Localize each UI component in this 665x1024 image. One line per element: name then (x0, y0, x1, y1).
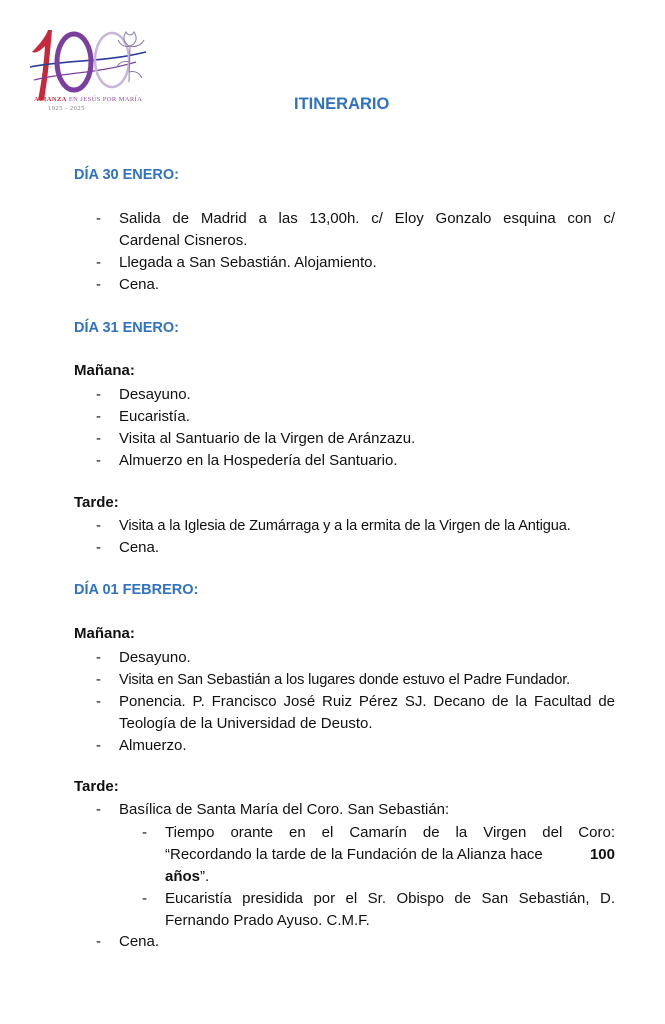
day-2-morning-item-1: Desayuno. (119, 386, 191, 403)
quote-close: ”. (200, 868, 210, 885)
day-2-afternoon-item-1: Visita a la Iglesia de Zumárraga y a la ermita de la Virgen de la Antigua. (119, 518, 571, 534)
day-3-sub-item-1-end (165, 866, 209, 888)
bullet-dash: - (96, 933, 101, 950)
bullet-dash: - (96, 671, 101, 688)
bullet-dash: - (142, 890, 147, 907)
day-3-sub-item-1: Tiempo orante en el Camarín de la Virgen del Coro: (165, 824, 615, 841)
bullet-dash: - (96, 254, 101, 271)
logo-caption-alianza (34, 96, 142, 103)
day-3-morning-item-2: Visita en San Sebastián a los lugares donde estuvo el Padre Fundador. (119, 672, 571, 688)
bullet-dash: - (96, 276, 101, 293)
bullet-dash: - (96, 408, 101, 425)
bullet-dash: - (96, 649, 101, 666)
logo-caption-subtitle: EN JESÚS POR MARÍA (68, 96, 143, 103)
page-title: ITINERARIO (294, 95, 390, 113)
day-3-sub-item-2-cont: Fernando Prado Ayuso. C.M.F. (165, 912, 370, 929)
quote-years: años (165, 868, 201, 885)
bullet-dash: - (96, 801, 101, 818)
day-1-heading: DÍA 30 ENERO: (74, 167, 180, 183)
day-2-morning-item-3: Visita al Santuario de la Virgen de Aránzazu. (119, 430, 416, 447)
day-3-morning-item-3: Ponencia. P. Francisco José Ruiz Pérez SJ. Decano de la Facultad de (119, 693, 615, 710)
day-2-morning-label: Mañana: (74, 362, 135, 379)
bullet-dash: - (96, 430, 101, 447)
day-1-item-1: Salida de Madrid a las 13,00h. c/ Eloy Gonzalo esquina con c/ (119, 210, 615, 227)
day-3-heading: DÍA 01 FEBRERO: (74, 582, 199, 598)
day-3-sub-item-2: Eucaristía presidida por el Sr. Obispo de San Sebastián, D. (165, 890, 615, 907)
bullet-dash: - (96, 386, 101, 403)
logo-graphic (26, 22, 166, 124)
day-3-morning-item-3-cont: Teología de la Universidad de Deusto. (119, 715, 373, 732)
logo-caption-alianza-word: ALIANZA (34, 96, 67, 103)
bullet-dash: - (96, 737, 101, 754)
day-2-afternoon-label: Tarde: (74, 494, 119, 511)
bullet-dash: - (96, 693, 101, 710)
day-3-morning-item-4: Almuerzo. (119, 737, 187, 754)
day-2-morning-item-4: Almuerzo en la Hospedería del Santuario. (119, 452, 398, 469)
day-3-basilica-item: Basílica de Santa María del Coro. San Sebastián: (119, 801, 450, 818)
bullet-dash: - (96, 452, 101, 469)
day-1-item-3: Cena. (119, 276, 160, 293)
day-3-final-item: Cena. (119, 933, 160, 950)
day-3-morning-item-1: Desayuno. (119, 649, 191, 666)
anniversary-logo (26, 22, 166, 124)
day-3-afternoon-label: Tarde: (74, 778, 119, 795)
quote-hundred: 100 (589, 846, 615, 863)
day-3-morning-label: Mañana: (74, 625, 135, 642)
logo-caption-years: 1925 - 2025 (48, 105, 85, 112)
day-2-morning-item-2: Eucaristía. (119, 408, 190, 425)
quote-text: “Recordando la tarde de la Fundación de la Alianza hace (165, 846, 543, 863)
bullet-dash: - (96, 539, 101, 556)
bullet-dash: - (96, 210, 101, 227)
day-1-item-2: Llegada a San Sebastián. Alojamiento. (119, 254, 377, 271)
bullet-dash: - (96, 517, 101, 534)
day-2-heading: DÍA 31 ENERO: (74, 320, 180, 336)
day-3-sub-item-1-cont (165, 844, 615, 866)
day-2-afternoon-item-2: Cena. (119, 539, 160, 556)
day-1-item-1-cont: Cardenal Cisneros. (119, 232, 248, 249)
bullet-dash: - (142, 824, 147, 841)
